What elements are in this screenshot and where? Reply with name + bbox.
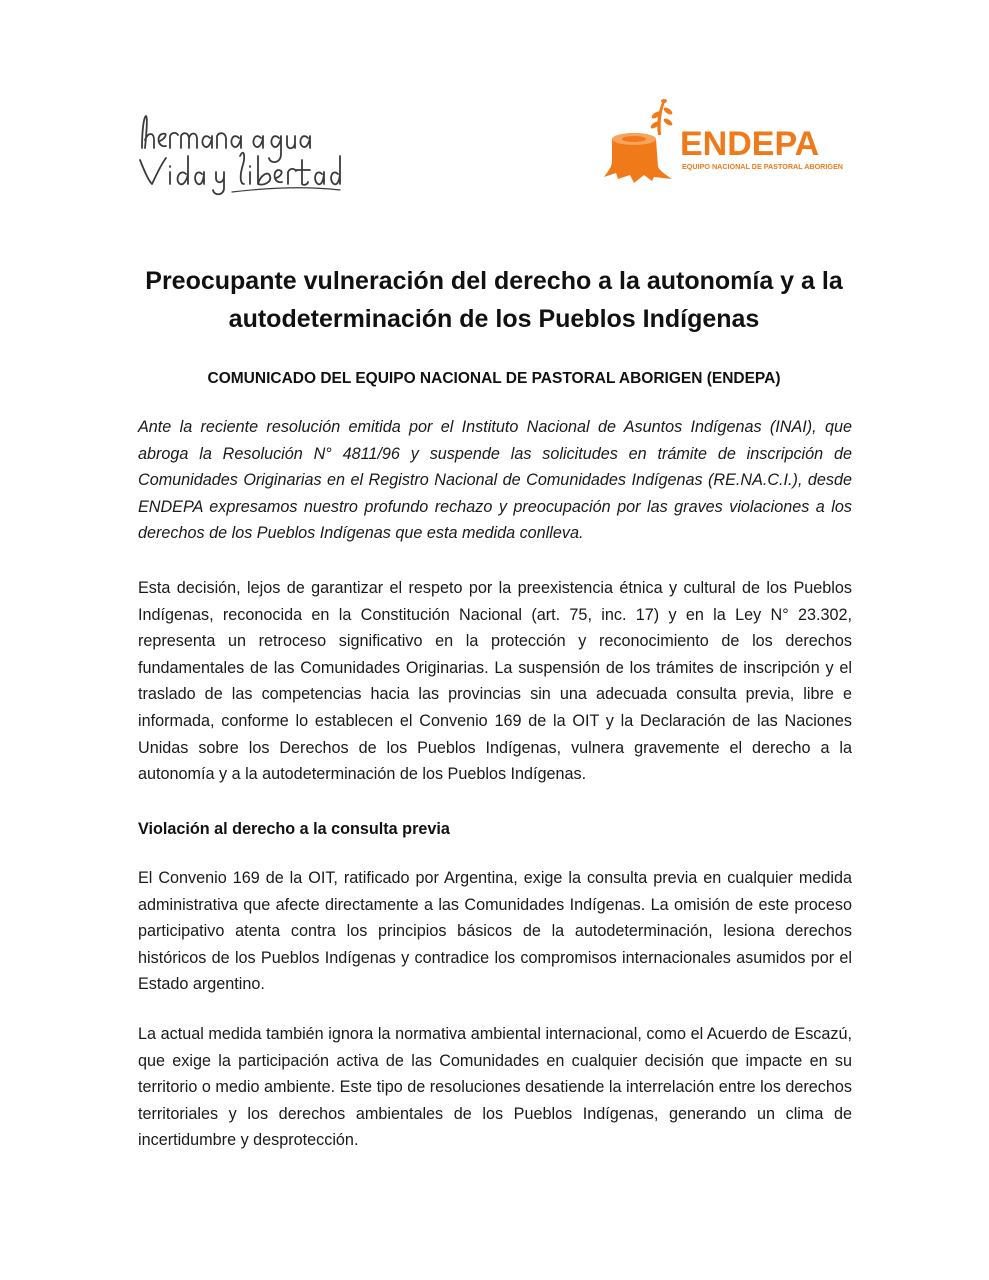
document-subtitle: COMUNICADO DEL EQUIPO NACIONAL DE PASTORAL ABORIGEN (ENDEPA): [207, 370, 781, 387]
intro-paragraph: Ante la reciente resolución emitida por el Instituto Nacional de Asuntos Indígenas (INAI), que abroga la Resolución N° 4811/96 y suspende las solicitudes en trámite de inscripción de Comunidades Originarias en el Registro Nacional de Comunidades Indígenas (RE.NA.C.I.), desde ENDEPA expresamos nuestro profundo rechazo y preocupación por las graves violaciones a los derechos de los Pueblos Indígenas que esta medida conlleva.: [138, 418, 852, 543]
endepa-tagline: EQUIPO NACIONAL DE PASTORAL ABORIGEN: [682, 162, 843, 171]
hermana-agua-logo: [136, 108, 341, 198]
endepa-logo: [598, 95, 853, 187]
document-title: Preocupante vulneración del derecho a la autonomía y a la autodeterminación de los Pueblos Indígenas: [145, 267, 843, 333]
section-heading: Violación al derecho a la consulta previa: [138, 820, 450, 838]
body-paragraph-2: Esta decisión, lejos de garantizar el respeto por la preexistencia étnica y cultural de los Pueblos Indígenas, reconocida en la Constitución Nacional (art. 75, inc. 17) y en la Ley N° 23.302, representa un retroceso significativo en la protección y reconocimiento de los derechos fundamentales de las Comunidades Originarias. La suspensión de los trámites de inscripción y el traslado de las competencias hacia las provincias sin una adecuada consulta previa, libre e informada, conforme lo establecen el Convenio 169 de la OIT y la Declaración de las Naciones Unidas sobre los Derechos de los Pueblos Indígenas, vulnera gravemente el derecho a la autonomía y a la autodeterminación de los Pueblos Indígenas.: [138, 579, 852, 784]
body-paragraph-3: El Convenio 169 de la OIT, ratificado por Argentina, exige la consulta previa en cualquier medida administrativa que afecte directamente a las Comunidades Indígenas. La omisión de este proceso participativo atenta contra los principios básicos de la autodeterminación, lesiona derechos históricos de los Pueblos Indígenas y contradice los compromisos internacionales asumidos por el Estado argentino.: [138, 869, 852, 994]
body-paragraph-4: La actual medida también ignora la normativa ambiental internacional, como el Acuerdo de Escazú, que exige la participación activa de las Comunidades en cualquier decisión que impacte en su territorio o medio ambiente. Este tipo de resoluciones desatiende la interrelación entre los derechos territoriales y los derechos ambientales de los Pueblos Indígenas, generando un clima de incertidumbre y desprotección.: [138, 1025, 852, 1150]
endepa-wordmark: ENDEPA: [680, 125, 820, 163]
